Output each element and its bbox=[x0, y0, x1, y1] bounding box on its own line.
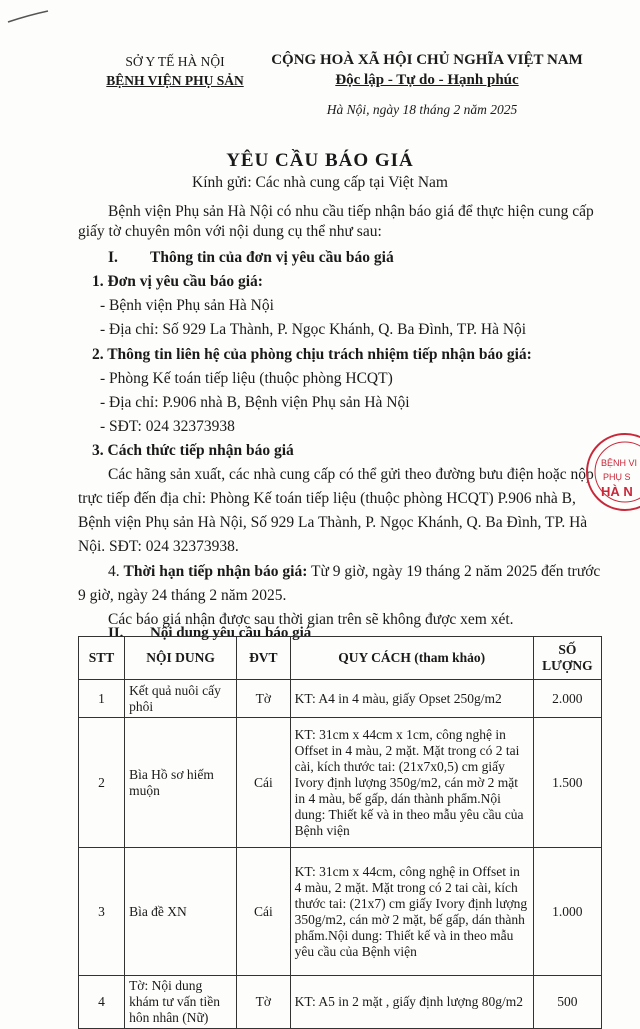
item-1-title: 1. Đơn vị yêu cầu báo giá: bbox=[92, 273, 263, 290]
row-qty: 1.000 bbox=[533, 848, 601, 976]
hospital-stamp bbox=[583, 432, 640, 512]
item-2-title: 2. Thông tin liên hệ của phòng chịu trách nhiệm tiếp nhận báo giá: bbox=[92, 346, 532, 363]
item-3-para-1: Các hãng sản xuất, các nhà cung cấp có thể gửi theo đường bưu điện hoặc nộp bbox=[108, 466, 594, 483]
row-content: Bìa Hồ sơ hiếm muộn bbox=[125, 718, 237, 848]
table-header-row bbox=[79, 637, 602, 680]
row-qty: 2.000 bbox=[533, 680, 601, 718]
item-2-line-1: - Phòng Kế toán tiếp liệu (thuộc phòng HCQT) bbox=[100, 370, 393, 387]
hospital-name: BỆNH VIỆN PHỤ SẢN bbox=[106, 73, 244, 88]
item-4-label: Thời hạn tiếp nhận báo giá: bbox=[123, 563, 308, 580]
col-qty bbox=[533, 637, 601, 680]
row-spec: KT: 31cm x 44cm x 1cm, công nghệ in Offset in 4 màu, 2 mặt. Mặt trong có 2 tai cài, kích thước tai: (21x7x0,5) cm giấy Ivory định lượng 350g/m2, cán mờ 2 mặt in 4 màu, bế gấp, dán thành phẩm.Nội dung: Thiết kế và in theo mẫu yêu cầu của Bệnh viện bbox=[290, 718, 533, 848]
item-1-line-1: - Bệnh viện Phụ sản Hà Nội bbox=[100, 297, 274, 314]
row-spec: KT: A5 in 2 mặt , giấy định lượng 80g/m2 bbox=[290, 976, 533, 1029]
item-3-para-4: Nội. SĐT: 024 32373938. bbox=[78, 538, 239, 555]
row-stt: 1 bbox=[79, 680, 125, 718]
item-3-para-2: trực tiếp đến địa chỉ: Phòng Kế toán tiếp liệu (thuộc phòng HCQT) P.906 nhà B, bbox=[78, 490, 576, 507]
col-content: NỘI DUNG bbox=[125, 637, 237, 680]
ministry-name: SỞ Y TẾ HÀ NỘI bbox=[125, 54, 225, 69]
row-spec: KT: A4 in 4 màu, giấy Opset 250g/m2 bbox=[290, 680, 533, 718]
item-3-title: 3. Cách thức tiếp nhận báo giá bbox=[92, 442, 294, 459]
item-3-para-3: Bệnh viện Phụ sản Hà Nội, Số 929 La Thành, P. Ngọc Khánh, Q. Ba Đình, TP. Hà bbox=[78, 514, 588, 531]
section-2-number: II. bbox=[108, 625, 124, 641]
item-4-line-1 bbox=[108, 562, 600, 582]
row-content: Kết quả nuôi cấy phôi bbox=[125, 680, 237, 718]
row-unit: Cái bbox=[236, 718, 290, 848]
row-spec: KT: 31cm x 44cm, công nghệ in Offset in 4 màu, 2 mặt. Mặt trong có 2 tai cài, kích thước tai: (21x7) cm giấy Ivory định lượng 350g/m2, cán mờ 2 mặt, bế gấp, dán thành phẩm.Nội dung: Thiết kế và in theo mẫu yêu cầu của Bệnh viện bbox=[290, 848, 533, 976]
intro-line-1: Bệnh viện Phụ sản Hà Nội có nhu cầu tiếp nhận báo giá để thực hiện cung cấp bbox=[108, 203, 594, 220]
deadline-note: Các báo giá nhận được sau thời gian trên sẽ không được xem xét. bbox=[108, 611, 514, 628]
row-unit: Tờ bbox=[236, 680, 290, 718]
col-qty-line-1: SỐ bbox=[558, 642, 577, 657]
quote-table bbox=[78, 636, 602, 1029]
section-1-title: Thông tin của đơn vị yêu cầu báo giá bbox=[150, 249, 394, 266]
item-4-text: Từ 9 giờ, ngày 19 tháng 2 năm 2025 đến trước bbox=[307, 563, 601, 580]
row-stt: 3 bbox=[79, 848, 125, 976]
pen-mark-icon bbox=[6, 10, 50, 24]
row-stt: 4 bbox=[79, 976, 125, 1029]
col-stt: STT bbox=[79, 637, 125, 680]
country-name: CỘNG HOÀ XÃ HỘI CHỦ NGHĨA VIỆT NAM bbox=[271, 52, 583, 68]
row-unit: Cái bbox=[236, 848, 290, 976]
row-qty: 500 bbox=[533, 976, 601, 1029]
col-unit: ĐVT bbox=[236, 637, 290, 680]
col-qty-line-2: LƯỢNG bbox=[542, 658, 593, 673]
row-qty: 1.500 bbox=[533, 718, 601, 848]
item-2-line-2: - Địa chỉ: P.906 nhà B, Bệnh viện Phụ sản Hà Nội bbox=[100, 394, 410, 411]
item-4-prefix: 4. bbox=[108, 563, 124, 580]
org-header bbox=[90, 52, 260, 90]
row-content: Bìa đề XN bbox=[125, 848, 237, 976]
row-content: Tờ: Nội dung khám tư vấn tiền hôn nhân (Nữ) bbox=[125, 976, 237, 1029]
row-stt: 2 bbox=[79, 718, 125, 848]
stamp-text-2: PHỤ S bbox=[603, 472, 631, 482]
section-2-title: Nội dung yêu cầu báo giá bbox=[150, 625, 312, 641]
table-row bbox=[79, 680, 602, 718]
row-unit: Tờ bbox=[236, 976, 290, 1029]
issue-date: Hà Nội, ngày 18 tháng 2 năm 2025 bbox=[326, 102, 518, 117]
stamp-text-3: HÀ N bbox=[601, 484, 633, 499]
section-1-number: I. bbox=[108, 249, 118, 266]
stamp-text-1: BỆNH VI bbox=[601, 458, 638, 468]
col-spec: QUY CÁCH (tham khảo) bbox=[290, 637, 533, 680]
intro-line-2: giấy tờ chuyên môn với nội dung cụ thể như sau: bbox=[78, 223, 382, 240]
greeting: Kính gửi: Các nhà cung cấp tại Việt Nam bbox=[192, 174, 448, 191]
item-1-line-2: - Địa chỉ: Số 929 La Thành, P. Ngọc Khánh, Q. Ba Đình, TP. Hà Nội bbox=[100, 321, 527, 338]
table-row bbox=[79, 718, 602, 848]
table-row bbox=[79, 848, 602, 976]
page-title: YÊU CẦU BÁO GIÁ bbox=[226, 150, 414, 171]
stamp-seal-icon bbox=[583, 432, 640, 512]
national-header bbox=[262, 50, 592, 90]
motto: Độc lập - Tự do - Hạnh phúc bbox=[335, 72, 519, 88]
item-2-line-3: - SĐT: 024 32373938 bbox=[100, 418, 235, 435]
table-row bbox=[79, 976, 602, 1029]
item-4-line-2: 9 giờ, ngày 24 tháng 2 năm 2025. bbox=[78, 587, 287, 604]
